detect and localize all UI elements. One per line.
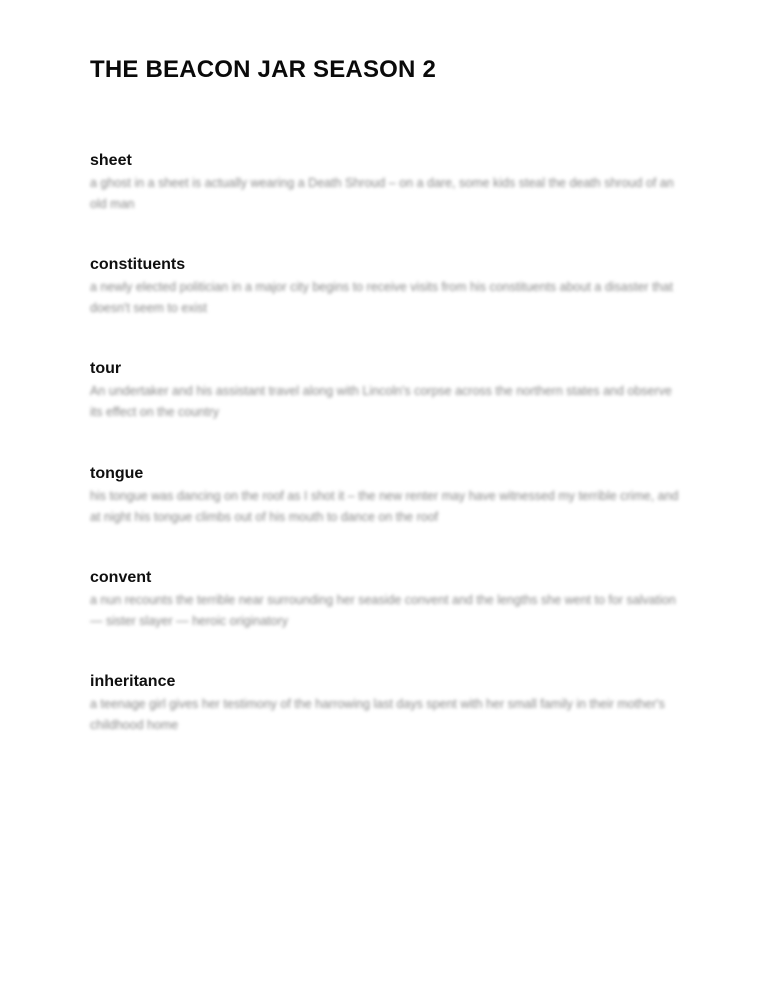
list-item (90, 151, 690, 255)
entry-heading: inheritance (90, 672, 176, 690)
entry-list (90, 151, 690, 776)
list-item (90, 359, 690, 463)
entry-description: a teenage girl gives her testimony of the harrowing last days spent with her small family in their mother's childhood home (90, 696, 665, 732)
entry-description: a nun recounts the terrible near surrounding her seaside convent and the lengths she went to for salvation — sister slayer — heroic originatory (90, 592, 676, 628)
entry-heading: sheet (90, 152, 132, 169)
entry-heading: tongue (90, 464, 144, 482)
entry-description: An undertaker and his assistant travel along with Lincoln's corpse across the northern states and observe its effect on the country (90, 384, 672, 420)
entry-description: a newly elected politician in a major city begins to receive visits from his constituents about a disaster that doesn't seem to exist (90, 280, 673, 316)
entry-heading: convent (90, 568, 152, 586)
list-item (90, 568, 690, 672)
document-title: THE BEACON JAR SEASON 2 (90, 56, 436, 83)
list-item (90, 464, 690, 568)
entry-description: a ghost in a sheet is actually wearing a Death Shroud – on a dare, some kids steal the death shroud of an old man (90, 176, 674, 211)
entry-heading: tour (90, 360, 122, 378)
list-item (90, 672, 690, 776)
list-item (90, 255, 690, 359)
entry-description: his tongue was dancing on the roof as I shot it – the new renter may have witnessed my terrible crime, and at night his tongue climbs out of his mouth to dance on the roof (90, 488, 679, 524)
entry-heading: constituents (90, 256, 186, 274)
